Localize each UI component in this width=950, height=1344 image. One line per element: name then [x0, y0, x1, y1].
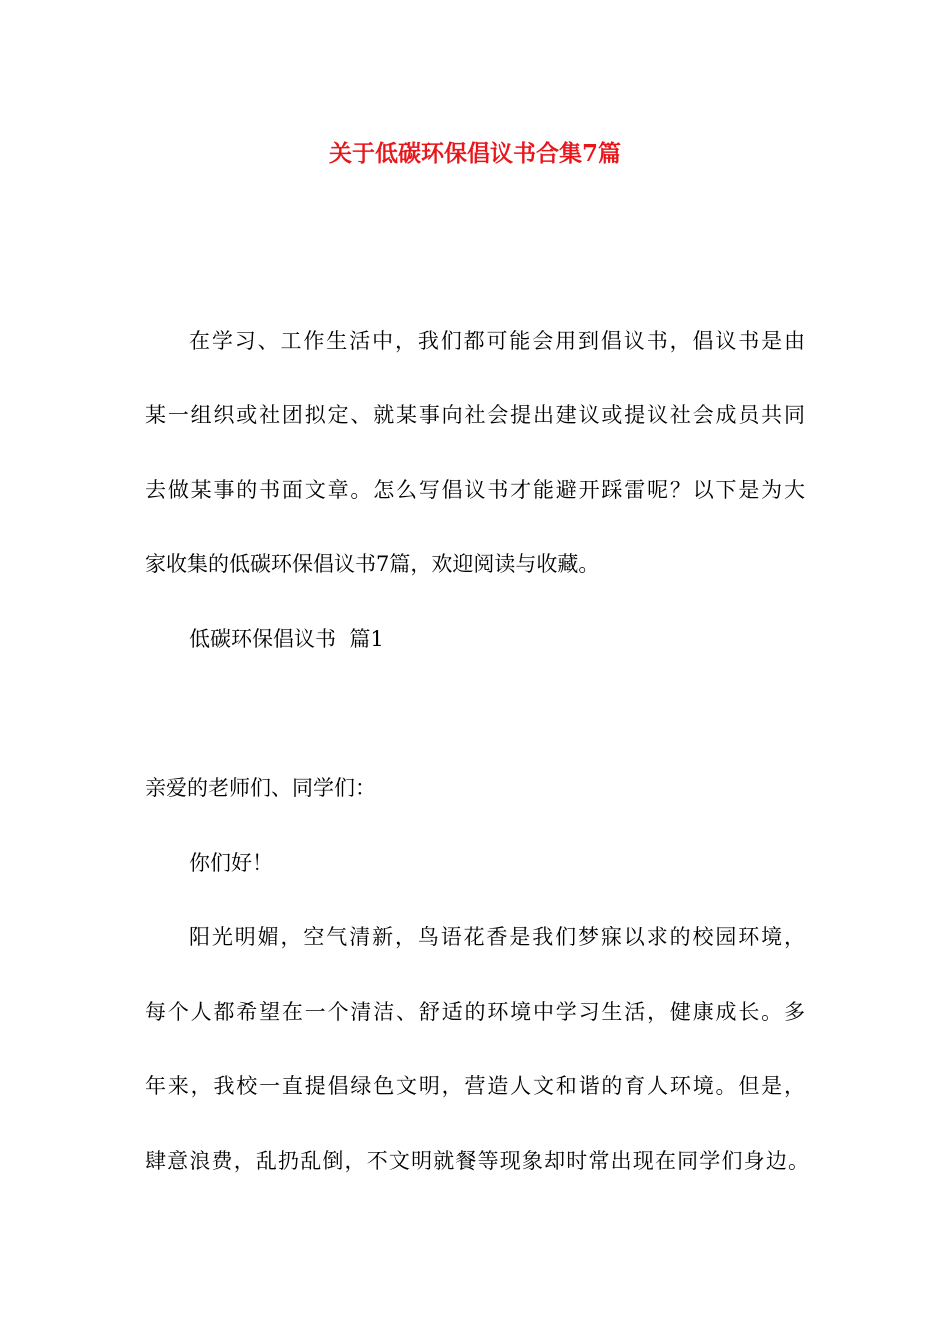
document-title: 关于低碳环保倡议书合集7篇	[328, 140, 621, 167]
section-heading: 低碳环保倡议书 篇1	[189, 627, 384, 651]
body-line-1: 阳光明媚，空气清新，鸟语花香是我们梦寐以求的校园环境，	[189, 925, 805, 949]
intro-line-3: 去做某事的书面文章。怎么写倡议书才能避开踩雷呢？以下是为大	[145, 478, 805, 502]
salutation: 亲爱的老师们、同学们：	[145, 776, 376, 800]
body-line-2: 每个人都希望在一个清洁、舒适的环境中学习生活，健康成长。多	[145, 1000, 805, 1024]
greeting: 你们好！	[189, 851, 273, 875]
body-line-4: 肆意浪费，乱扔乱倒，不文明就餐等现象却时常出现在同学们身边。	[145, 1149, 809, 1173]
body-line-3: 年来，我校一直提倡绿色文明，营造人文和谐的育人环境。但是，	[145, 1074, 805, 1098]
intro-line-4: 家收集的低碳环保倡议书7篇，欢迎阅读与收藏。	[145, 552, 600, 576]
intro-line-1: 在学习、工作生活中，我们都可能会用到倡议书，倡议书是由	[189, 329, 805, 353]
intro-line-2: 某一组织或社团拟定、就某事向社会提出建议或提议社会成员共同	[145, 403, 805, 427]
